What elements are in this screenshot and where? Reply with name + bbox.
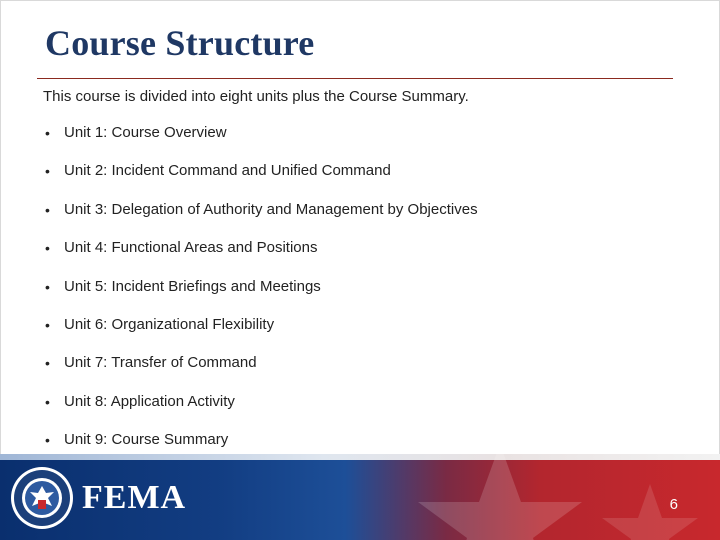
list-item (45, 123, 478, 161)
list-item (45, 392, 478, 430)
unit-label: Unit 6: Organizational Flexibility (64, 315, 275, 333)
bullet-icon: • (45, 355, 50, 372)
unit-label: Unit 9: Course Summary (64, 431, 229, 449)
unit-list (45, 123, 478, 469)
bullet-icon: • (45, 240, 50, 257)
unit-label: Unit 4: Functional Areas and Positions (64, 239, 318, 257)
bullet-icon: • (45, 278, 50, 295)
unit-label: Unit 7: Transfer of Command (64, 354, 257, 372)
slide-title: Course Structure (45, 23, 315, 63)
list-item (45, 200, 478, 238)
list-item (45, 315, 478, 353)
unit-label: Unit 2: Incident Command and Unified Command (64, 162, 391, 180)
bullet-icon: • (45, 316, 50, 333)
intro-text: This course is divided into eight units plus the Course Summary. (43, 88, 469, 105)
bullet-icon: • (45, 201, 50, 218)
unit-label: Unit 8: Application Activity (64, 392, 235, 410)
list-item (45, 353, 478, 391)
unit-label: Unit 1: Course Overview (64, 124, 227, 141)
bullet-icon: • (45, 163, 50, 180)
page-number: 6 (669, 496, 678, 513)
list-item (45, 238, 478, 276)
bullet-icon: • (45, 393, 50, 410)
bullet-icon: • (45, 125, 50, 141)
list-item (45, 161, 478, 199)
list-item (45, 277, 478, 315)
footer-banner (0, 454, 720, 540)
title-divider (37, 78, 673, 79)
unit-label: Unit 3: Delegation of Authority and Management by Objectives (64, 200, 478, 218)
agency-logo-text: FEMA (82, 479, 187, 516)
bullet-icon: • (45, 432, 50, 449)
dhs-seal-icon (10, 466, 74, 530)
unit-label: Unit 5: Incident Briefings and Meetings (64, 277, 321, 295)
